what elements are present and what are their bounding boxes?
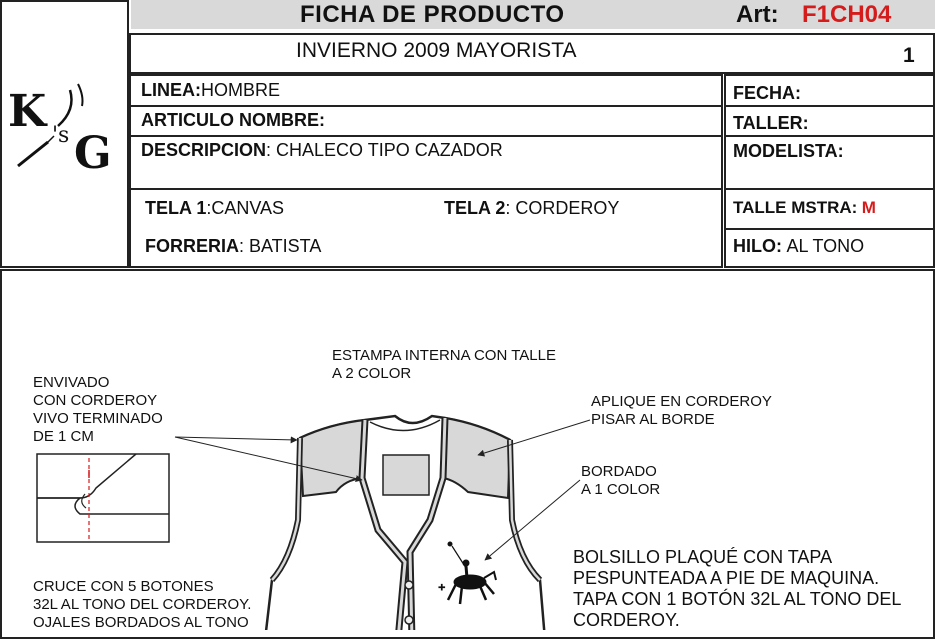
forreria-value: : BATISTA [239,236,322,256]
forreria-row [145,236,321,257]
note-bordado: BORDADO A 1 COLOR [581,463,661,498]
season-text: INVIERNO 2009 MAYORISTA [296,39,577,62]
note-envivado: ENVIVADO CON CORDEROY VIVO TERMINADO DE 1 CM [33,374,163,445]
talle-label: TALLE MSTRA: [733,198,858,217]
divider [129,105,723,107]
fecha-label: FECHA: [733,83,801,103]
inner-label [383,455,429,495]
divider [129,135,723,137]
tela2-label: TELA 2 [444,198,506,218]
divider [724,188,935,190]
page-number: 1 [903,44,915,67]
modelista-label: MODELISTA: [733,141,844,161]
tela2-row [444,198,619,219]
svg-text:K: K [8,86,47,137]
divider [724,228,935,230]
piping-detail-icon [37,454,169,542]
note-aplique: APLIQUE EN CORDEROY PISAR AL BORDE [591,393,772,428]
divider [724,135,935,137]
hilo-value: AL TONO [786,236,865,256]
talle-row [733,198,876,218]
svg-text:'s: 's [52,123,70,148]
linea-row [141,80,280,101]
articulo-row [141,110,325,131]
art-label: Art: [736,1,779,28]
logo-needle-icon [4,76,126,176]
hilo-label: HILO: [733,236,782,256]
note-bolsillo: BOLSILLO PLAQUÉ CON TAPA PESPUNTEADA A PIE DE MAQUINA. TAPA CON 1 BOTÓN 32L AL TONO DEL CORDEROY. [573,547,902,630]
note-estampa: ESTAMPA INTERNA CON TALLE A 2 COLOR [332,347,556,382]
forreria-label: FORRERIA [145,236,239,256]
svg-text:+: + [438,583,446,593]
tela1-label: TELA 1 [145,198,207,218]
divider [129,188,723,190]
tela1-row [145,198,284,219]
art-code: F1CH04 [802,1,892,28]
descripcion-value: : CHALECO TIPO CAZADOR [266,140,503,160]
page-title: FICHA DE PRODUCTO [300,1,565,28]
svg-text:G: G [74,128,112,176]
logo [4,76,126,176]
articulo-label: ARTICULO NOMBRE: [141,110,325,130]
talle-value: M [861,198,876,217]
tela1-value: :CANVAS [206,198,285,218]
linea-value: HOMBRE [201,80,281,100]
divider [724,105,935,107]
note-cruce: CRUCE CON 5 BOTONES 32L AL TONO DEL CORDEROY. OJALES BORDADOS AL TONO [33,578,252,631]
descripcion-label: DESCRIPCION [141,140,267,160]
taller-label: TALLER: [733,113,809,133]
tela2-value: : CORDEROY [505,198,620,218]
descripcion-row [141,140,503,161]
linea-label: LINEA: [141,80,201,100]
hilo-row [733,236,864,257]
